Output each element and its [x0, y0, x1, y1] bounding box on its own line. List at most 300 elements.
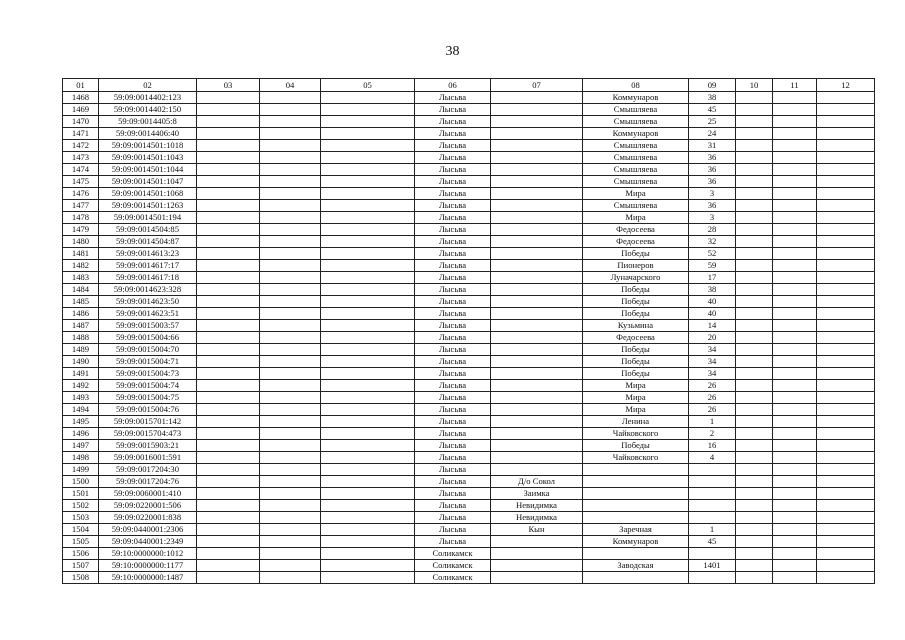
cell-col-11: [773, 116, 817, 128]
cell-col-08: Смышляева: [583, 200, 689, 212]
cell-col-05: [321, 572, 415, 584]
table-row: [63, 308, 875, 320]
cell-col-04: [260, 536, 321, 548]
cell-col-08: Коммунаров: [583, 128, 689, 140]
cell-col-06: Лысьва: [415, 380, 491, 392]
cell-col-04: [260, 404, 321, 416]
cell-col-04: [260, 488, 321, 500]
column-header-06: 06: [415, 79, 491, 92]
cell-col-03: [197, 500, 260, 512]
cell-col-05: [321, 332, 415, 344]
cell-col-08: [583, 500, 689, 512]
cell-col-09: 36: [689, 200, 736, 212]
table-row: [63, 236, 875, 248]
cell-col-06: Лысьва: [415, 416, 491, 428]
cell-col-01: 1506: [63, 548, 99, 560]
cell-col-10: [736, 428, 773, 440]
cell-col-10: [736, 152, 773, 164]
cell-col-05: [321, 116, 415, 128]
table-row: [63, 488, 875, 500]
cell-col-09: 36: [689, 176, 736, 188]
cell-col-01: 1488: [63, 332, 99, 344]
cell-col-01: 1491: [63, 368, 99, 380]
cell-col-07: [491, 464, 583, 476]
cell-col-12: [817, 296, 875, 308]
cell-col-12: [817, 116, 875, 128]
cell-col-08: Кузьмина: [583, 320, 689, 332]
cell-col-11: [773, 572, 817, 584]
cell-col-08: Победы: [583, 308, 689, 320]
cell-col-09: 16: [689, 440, 736, 452]
cell-col-07: [491, 92, 583, 104]
cell-col-12: [817, 92, 875, 104]
cell-col-10: [736, 164, 773, 176]
cell-col-08: Мира: [583, 404, 689, 416]
cell-col-06: Лысьва: [415, 392, 491, 404]
cell-col-02: 59:09:0015004:76: [99, 404, 197, 416]
cell-col-04: [260, 260, 321, 272]
cell-col-02: 59:09:0014501:1068: [99, 188, 197, 200]
cell-col-06: Соликамск: [415, 572, 491, 584]
cell-col-12: [817, 260, 875, 272]
cell-col-01: 1483: [63, 272, 99, 284]
cell-col-01: 1486: [63, 308, 99, 320]
cell-col-09: 26: [689, 404, 736, 416]
cell-col-10: [736, 200, 773, 212]
cell-col-10: [736, 560, 773, 572]
cell-col-11: [773, 104, 817, 116]
cell-col-06: Лысьва: [415, 128, 491, 140]
cell-col-09: 26: [689, 392, 736, 404]
cell-col-05: [321, 296, 415, 308]
cell-col-09: 2: [689, 428, 736, 440]
column-header-03: 03: [197, 79, 260, 92]
cell-col-05: [321, 128, 415, 140]
cell-col-05: [321, 200, 415, 212]
cell-col-05: [321, 476, 415, 488]
cell-col-09: [689, 488, 736, 500]
cell-col-12: [817, 140, 875, 152]
cell-col-02: 59:09:0014402:123: [99, 92, 197, 104]
cell-col-10: [736, 536, 773, 548]
cell-col-10: [736, 248, 773, 260]
cell-col-01: 1493: [63, 392, 99, 404]
table-row: [63, 356, 875, 368]
cell-col-04: [260, 92, 321, 104]
cell-col-12: [817, 368, 875, 380]
cell-col-07: [491, 176, 583, 188]
page-number: 38: [445, 44, 460, 59]
cell-col-01: 1477: [63, 200, 99, 212]
cell-col-01: 1499: [63, 464, 99, 476]
cell-col-06: Лысьва: [415, 260, 491, 272]
cell-col-03: [197, 440, 260, 452]
cell-col-03: [197, 164, 260, 176]
cell-col-06: Лысьва: [415, 512, 491, 524]
cell-col-10: [736, 452, 773, 464]
cell-col-05: [321, 92, 415, 104]
cell-col-10: [736, 308, 773, 320]
cell-col-05: [321, 212, 415, 224]
cell-col-07: [491, 416, 583, 428]
cell-col-09: 26: [689, 380, 736, 392]
table-row: [63, 380, 875, 392]
cell-col-06: Лысьва: [415, 536, 491, 548]
cell-col-12: [817, 380, 875, 392]
cell-col-03: [197, 248, 260, 260]
cell-col-09: 3: [689, 212, 736, 224]
cell-col-05: [321, 380, 415, 392]
cell-col-03: [197, 308, 260, 320]
cell-col-02: 59:09:0014501:1043: [99, 152, 197, 164]
cell-col-07: [491, 188, 583, 200]
cell-col-06: Лысьва: [415, 404, 491, 416]
cell-col-05: [321, 104, 415, 116]
cell-col-04: [260, 392, 321, 404]
cell-col-02: 59:09:0016001:591: [99, 452, 197, 464]
cell-col-12: [817, 428, 875, 440]
cell-col-04: [260, 548, 321, 560]
table-row: [63, 284, 875, 296]
cell-col-10: [736, 404, 773, 416]
cell-col-07: Д/о Сокол: [491, 476, 583, 488]
table-row: [63, 176, 875, 188]
cell-col-11: [773, 296, 817, 308]
cell-col-10: [736, 500, 773, 512]
cell-col-03: [197, 392, 260, 404]
cell-col-02: 59:09:0017204:30: [99, 464, 197, 476]
cell-col-03: [197, 560, 260, 572]
cell-col-11: [773, 260, 817, 272]
cell-col-08: Мира: [583, 392, 689, 404]
cell-col-09: 36: [689, 152, 736, 164]
cell-col-03: [197, 404, 260, 416]
cell-col-10: [736, 524, 773, 536]
cell-col-09: [689, 500, 736, 512]
cell-col-07: [491, 116, 583, 128]
cell-col-09: 3: [689, 188, 736, 200]
table-row: [63, 92, 875, 104]
cell-col-12: [817, 560, 875, 572]
cell-col-05: [321, 524, 415, 536]
cell-col-05: [321, 272, 415, 284]
cell-col-05: [321, 260, 415, 272]
cell-col-05: [321, 416, 415, 428]
cell-col-08: Мира: [583, 212, 689, 224]
cell-col-06: Лысьва: [415, 212, 491, 224]
cell-col-03: [197, 380, 260, 392]
cell-col-12: [817, 548, 875, 560]
cell-col-04: [260, 200, 321, 212]
cell-col-03: [197, 284, 260, 296]
cell-col-11: [773, 416, 817, 428]
cell-col-03: [197, 296, 260, 308]
cell-col-08: Смышляева: [583, 140, 689, 152]
cell-col-12: [817, 152, 875, 164]
cell-col-05: [321, 428, 415, 440]
table-row: [63, 320, 875, 332]
column-header-04: 04: [260, 79, 321, 92]
cell-col-01: 1504: [63, 524, 99, 536]
cell-col-03: [197, 212, 260, 224]
cell-col-03: [197, 536, 260, 548]
cell-col-12: [817, 224, 875, 236]
cell-col-04: [260, 248, 321, 260]
cell-col-05: [321, 248, 415, 260]
cell-col-08: [583, 464, 689, 476]
cell-col-12: [817, 512, 875, 524]
cell-col-11: [773, 92, 817, 104]
cell-col-02: 59:10:0000000:1012: [99, 548, 197, 560]
cell-col-04: [260, 140, 321, 152]
cell-col-06: Лысьва: [415, 164, 491, 176]
cell-col-02: 59:09:0015701:142: [99, 416, 197, 428]
cell-col-11: [773, 476, 817, 488]
cell-col-02: 59:09:0014623:328: [99, 284, 197, 296]
cell-col-11: [773, 488, 817, 500]
cell-col-08: Победы: [583, 296, 689, 308]
cell-col-12: [817, 272, 875, 284]
cell-col-08: [583, 512, 689, 524]
cell-col-10: [736, 368, 773, 380]
cell-col-05: [321, 464, 415, 476]
cell-col-10: [736, 440, 773, 452]
cell-col-07: [491, 380, 583, 392]
cell-col-05: [321, 308, 415, 320]
cell-col-03: [197, 236, 260, 248]
cell-col-08: Федосеева: [583, 224, 689, 236]
cell-col-12: [817, 392, 875, 404]
table-row: [63, 560, 875, 572]
cell-col-10: [736, 140, 773, 152]
cell-col-12: [817, 128, 875, 140]
cell-col-10: [736, 572, 773, 584]
cell-col-10: [736, 128, 773, 140]
cell-col-07: [491, 164, 583, 176]
cell-col-02: 59:10:0000000:1177: [99, 560, 197, 572]
cell-col-04: [260, 308, 321, 320]
cell-col-06: Лысьва: [415, 236, 491, 248]
column-header-02: 02: [99, 79, 197, 92]
cell-col-01: 1497: [63, 440, 99, 452]
cell-col-12: [817, 476, 875, 488]
cell-col-03: [197, 344, 260, 356]
cell-col-05: [321, 236, 415, 248]
cell-col-03: [197, 92, 260, 104]
cell-col-10: [736, 476, 773, 488]
cell-col-01: 1481: [63, 248, 99, 260]
cell-col-03: [197, 272, 260, 284]
cell-col-07: [491, 392, 583, 404]
cell-col-02: 59:09:0014617:17: [99, 260, 197, 272]
cell-col-05: [321, 344, 415, 356]
cell-col-01: 1476: [63, 188, 99, 200]
cell-col-10: [736, 92, 773, 104]
cell-col-09: 31: [689, 140, 736, 152]
cell-col-09: 36: [689, 164, 736, 176]
cell-col-11: [773, 188, 817, 200]
cell-col-04: [260, 104, 321, 116]
cell-col-01: 1498: [63, 452, 99, 464]
cell-col-02: 59:09:0014504:85: [99, 224, 197, 236]
cell-col-12: [817, 464, 875, 476]
column-header-01: 01: [63, 79, 99, 92]
table-header-row: [63, 79, 875, 92]
cell-col-11: [773, 512, 817, 524]
cell-col-06: Лысьва: [415, 332, 491, 344]
cell-col-02: 59:09:0014402:150: [99, 104, 197, 116]
cell-col-02: 59:09:0014617:18: [99, 272, 197, 284]
cell-col-11: [773, 200, 817, 212]
cell-col-06: Лысьва: [415, 140, 491, 152]
cell-col-03: [197, 140, 260, 152]
cell-col-02: 59:09:0015903:21: [99, 440, 197, 452]
cell-col-04: [260, 512, 321, 524]
cell-col-09: 40: [689, 296, 736, 308]
cell-col-04: [260, 368, 321, 380]
column-header-05: 05: [321, 79, 415, 92]
cell-col-02: 59:09:0015004:70: [99, 344, 197, 356]
cell-col-11: [773, 248, 817, 260]
cell-col-02: 59:09:0014405:8: [99, 116, 197, 128]
cell-col-06: Соликамск: [415, 548, 491, 560]
cell-col-07: [491, 404, 583, 416]
cell-col-06: Лысьва: [415, 200, 491, 212]
cell-col-07: [491, 200, 583, 212]
cell-col-07: [491, 428, 583, 440]
cell-col-01: 1474: [63, 164, 99, 176]
cell-col-09: [689, 464, 736, 476]
cell-col-09: 34: [689, 344, 736, 356]
cell-col-07: [491, 536, 583, 548]
cell-col-11: [773, 464, 817, 476]
table-row: [63, 440, 875, 452]
cell-col-08: Коммунаров: [583, 92, 689, 104]
cell-col-10: [736, 176, 773, 188]
cell-col-08: Заводская: [583, 560, 689, 572]
cell-col-10: [736, 488, 773, 500]
cell-col-06: Лысьва: [415, 176, 491, 188]
cell-col-03: [197, 128, 260, 140]
cell-col-01: 1502: [63, 500, 99, 512]
table-row: [63, 164, 875, 176]
cell-col-07: [491, 236, 583, 248]
table-row: [63, 200, 875, 212]
cell-col-04: [260, 320, 321, 332]
registry-table: [62, 78, 875, 584]
cell-col-09: 34: [689, 356, 736, 368]
cell-col-03: [197, 416, 260, 428]
cell-col-01: 1478: [63, 212, 99, 224]
cell-col-05: [321, 536, 415, 548]
cell-col-07: [491, 320, 583, 332]
cell-col-10: [736, 212, 773, 224]
cell-col-10: [736, 104, 773, 116]
cell-col-10: [736, 416, 773, 428]
cell-col-08: [583, 488, 689, 500]
cell-col-01: 1508: [63, 572, 99, 584]
cell-col-05: [321, 488, 415, 500]
cell-col-05: [321, 176, 415, 188]
table-row: [63, 512, 875, 524]
cell-col-09: 38: [689, 92, 736, 104]
cell-col-03: [197, 200, 260, 212]
cell-col-04: [260, 452, 321, 464]
cell-col-09: 25: [689, 116, 736, 128]
cell-col-08: Победы: [583, 344, 689, 356]
cell-col-06: Лысьва: [415, 92, 491, 104]
cell-col-09: 40: [689, 308, 736, 320]
cell-col-12: [817, 524, 875, 536]
cell-col-01: 1473: [63, 152, 99, 164]
cell-col-01: 1472: [63, 140, 99, 152]
cell-col-11: [773, 560, 817, 572]
cell-col-01: 1503: [63, 512, 99, 524]
cell-col-05: [321, 368, 415, 380]
cell-col-01: 1507: [63, 560, 99, 572]
cell-col-06: Соликамск: [415, 560, 491, 572]
cell-col-05: [321, 500, 415, 512]
cell-col-11: [773, 548, 817, 560]
cell-col-01: 1490: [63, 356, 99, 368]
cell-col-03: [197, 548, 260, 560]
cell-col-06: Лысьва: [415, 224, 491, 236]
cell-col-02: 59:09:0014501:1047: [99, 176, 197, 188]
cell-col-01: 1496: [63, 428, 99, 440]
cell-col-03: [197, 368, 260, 380]
cell-col-02: 59:09:0014623:51: [99, 308, 197, 320]
cell-col-06: Лысьва: [415, 296, 491, 308]
cell-col-05: [321, 512, 415, 524]
cell-col-09: 59: [689, 260, 736, 272]
cell-col-09: 20: [689, 332, 736, 344]
cell-col-09: 24: [689, 128, 736, 140]
cell-col-06: Лысьва: [415, 368, 491, 380]
column-header-07: 07: [491, 79, 583, 92]
cell-col-03: [197, 188, 260, 200]
cell-col-08: [583, 476, 689, 488]
cell-col-09: [689, 476, 736, 488]
cell-col-09: 17: [689, 272, 736, 284]
cell-col-10: [736, 116, 773, 128]
table-row: [63, 212, 875, 224]
cell-col-06: Лысьва: [415, 152, 491, 164]
cell-col-12: [817, 332, 875, 344]
cell-col-02: 59:09:0015004:71: [99, 356, 197, 368]
cell-col-12: [817, 572, 875, 584]
cell-col-11: [773, 128, 817, 140]
cell-col-12: [817, 440, 875, 452]
cell-col-07: [491, 572, 583, 584]
cell-col-11: [773, 536, 817, 548]
cell-col-05: [321, 548, 415, 560]
cell-col-03: [197, 320, 260, 332]
cell-col-11: [773, 344, 817, 356]
table-row: [63, 392, 875, 404]
cell-col-10: [736, 464, 773, 476]
table-body: [63, 92, 875, 584]
table-row: [63, 416, 875, 428]
cell-col-08: [583, 572, 689, 584]
cell-col-07: Невидимка: [491, 500, 583, 512]
cell-col-04: [260, 572, 321, 584]
cell-col-09: 38: [689, 284, 736, 296]
cell-col-04: [260, 524, 321, 536]
cell-col-08: Смышляева: [583, 176, 689, 188]
cell-col-01: 1469: [63, 104, 99, 116]
cell-col-03: [197, 152, 260, 164]
cell-col-03: [197, 116, 260, 128]
